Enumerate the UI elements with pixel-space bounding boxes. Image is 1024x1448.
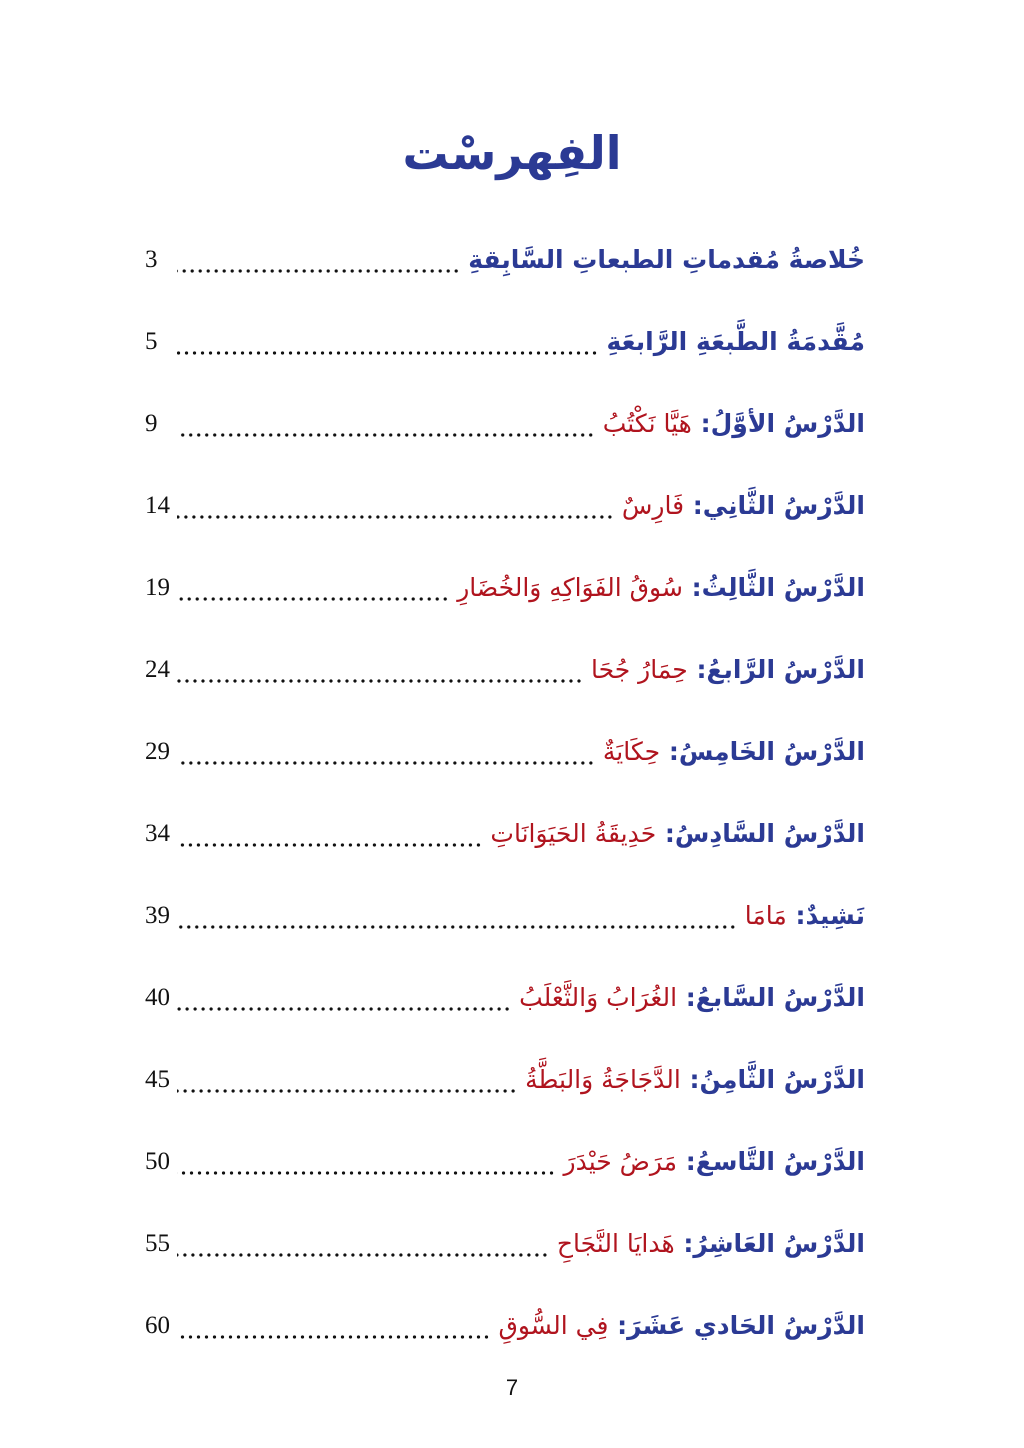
entry-label: الدَّرْسُ الأوَّلُ: [700, 409, 865, 438]
entry-page-number: 50 [145, 1148, 170, 1175]
dot-leader [177, 433, 595, 437]
entry-page-number: 9 [145, 410, 158, 437]
entry-label: الدَّرْسُ الخَامِسُ: [668, 737, 865, 766]
toc-entry[interactable] [145, 1296, 865, 1356]
entry-title [468, 230, 865, 290]
dot-leader [177, 679, 583, 683]
entry-label: الدَّرْسُ الثَّامِنُ: [689, 1065, 865, 1094]
entry-subtitle: فَارِسٌ [621, 491, 685, 520]
entry-subtitle: الغُرَابُ وَالثَّعْلَبُ [519, 983, 678, 1012]
entry-title [519, 968, 865, 1028]
entry-title [622, 476, 865, 536]
entry-title [498, 1296, 865, 1356]
entry-subtitle: هَيَّا نَكْتُبُ [602, 409, 692, 438]
toc-entry[interactable] [145, 1132, 865, 1192]
dot-leader [177, 597, 449, 601]
dot-leader [177, 1089, 517, 1093]
entry-subtitle: حِمَارُ جُحَا [590, 655, 688, 684]
toc-entry[interactable] [145, 1050, 865, 1110]
page-title: الفِهرسْت [402, 125, 622, 180]
entry-page-number: 19 [145, 574, 170, 601]
entry-title [564, 1132, 865, 1192]
dot-leader [177, 515, 614, 519]
entry-page-number: 45 [145, 1066, 170, 1093]
entry-subtitle: مَامَا [744, 901, 787, 930]
entry-subtitle: سُوقُ الفَوَاكِهِ وَالخُضَارِ [457, 573, 683, 602]
entry-label: مُقَّدمَةُ الطَّبعَةِ الرَّابعَةِ [606, 327, 865, 356]
entry-page-number: 29 [145, 738, 170, 765]
dot-leader [177, 1335, 490, 1339]
entry-label: نَشِيدٌ: [795, 901, 865, 930]
entry-label: الدَّرْسُ الثَّالِثُ: [691, 573, 865, 602]
dot-leader [177, 351, 599, 355]
entry-title [557, 1214, 865, 1274]
toc-entry[interactable] [145, 476, 865, 536]
entry-title [525, 1050, 865, 1110]
entry-label: خُلاصةُ مُقدماتِ الطبعاتِ السَّابِقةِ [468, 245, 865, 274]
toc-entry[interactable] [145, 558, 865, 618]
toc-entry[interactable] [145, 1214, 865, 1274]
entry-title [603, 394, 865, 454]
toc-entry[interactable] [145, 640, 865, 700]
entry-subtitle: الدَّجَاجَةُ وَالبَطَّةُ [525, 1065, 681, 1094]
entry-label: الدَّرْسُ العَاشِرُ: [683, 1229, 865, 1258]
toc-entry[interactable] [145, 722, 865, 782]
dot-leader [177, 925, 737, 929]
entry-label: الدَّرْسُ الحَادي عَشَرَ: [617, 1311, 865, 1340]
entry-page-number: 39 [145, 902, 170, 929]
toc-entry[interactable] [145, 230, 865, 290]
dot-leader [177, 1253, 549, 1257]
entry-page-number: 24 [145, 656, 170, 683]
dot-leader [177, 761, 595, 765]
entry-page-number: 55 [145, 1230, 170, 1257]
entry-title [490, 804, 865, 864]
entry-title [591, 640, 865, 700]
dot-leader [177, 1007, 511, 1011]
entry-title [745, 886, 865, 946]
entry-label: الدَّرْسُ الرَّابعُ: [696, 655, 865, 684]
entry-subtitle: فِي السُّوقِ [498, 1311, 609, 1340]
entry-page-number: 5 [145, 328, 158, 355]
toc-entry[interactable] [145, 312, 865, 372]
entry-subtitle: هَدايَا النَّجَاحِ [556, 1229, 675, 1258]
entry-label: الدَّرْسُ الثَّانِي: [692, 491, 865, 520]
entry-label: الدَّرْسُ السَّابعُ: [685, 983, 865, 1012]
entry-subtitle: حَدِيقَةُ الحَيَوَانَاتِ [490, 819, 657, 848]
entry-page-number: 3 [145, 246, 158, 273]
toc-entry[interactable] [145, 968, 865, 1028]
entry-label: الدَّرْسُ التَّاسعُ: [685, 1147, 865, 1176]
entry-page-number: 40 [145, 984, 170, 1011]
toc-entry[interactable] [145, 886, 865, 946]
entry-subtitle: حِكَايَةٌ [602, 737, 661, 766]
entry-title [603, 722, 865, 782]
entry-page-number: 34 [145, 820, 170, 847]
entry-page-number: 14 [145, 492, 170, 519]
toc-entry[interactable] [145, 394, 865, 454]
entry-page-number: 60 [145, 1312, 170, 1339]
dot-leader [177, 843, 482, 847]
page-number: 7 [505, 1375, 519, 1400]
toc-entry[interactable] [145, 804, 865, 864]
entry-subtitle: مَرَضُ حَيْدَرَ [563, 1147, 678, 1176]
entry-label: الدَّرْسُ السَّادِسُ: [664, 819, 865, 848]
entry-title [607, 312, 865, 372]
dot-leader [177, 269, 460, 273]
entry-title [457, 558, 865, 618]
dot-leader [177, 1171, 556, 1175]
